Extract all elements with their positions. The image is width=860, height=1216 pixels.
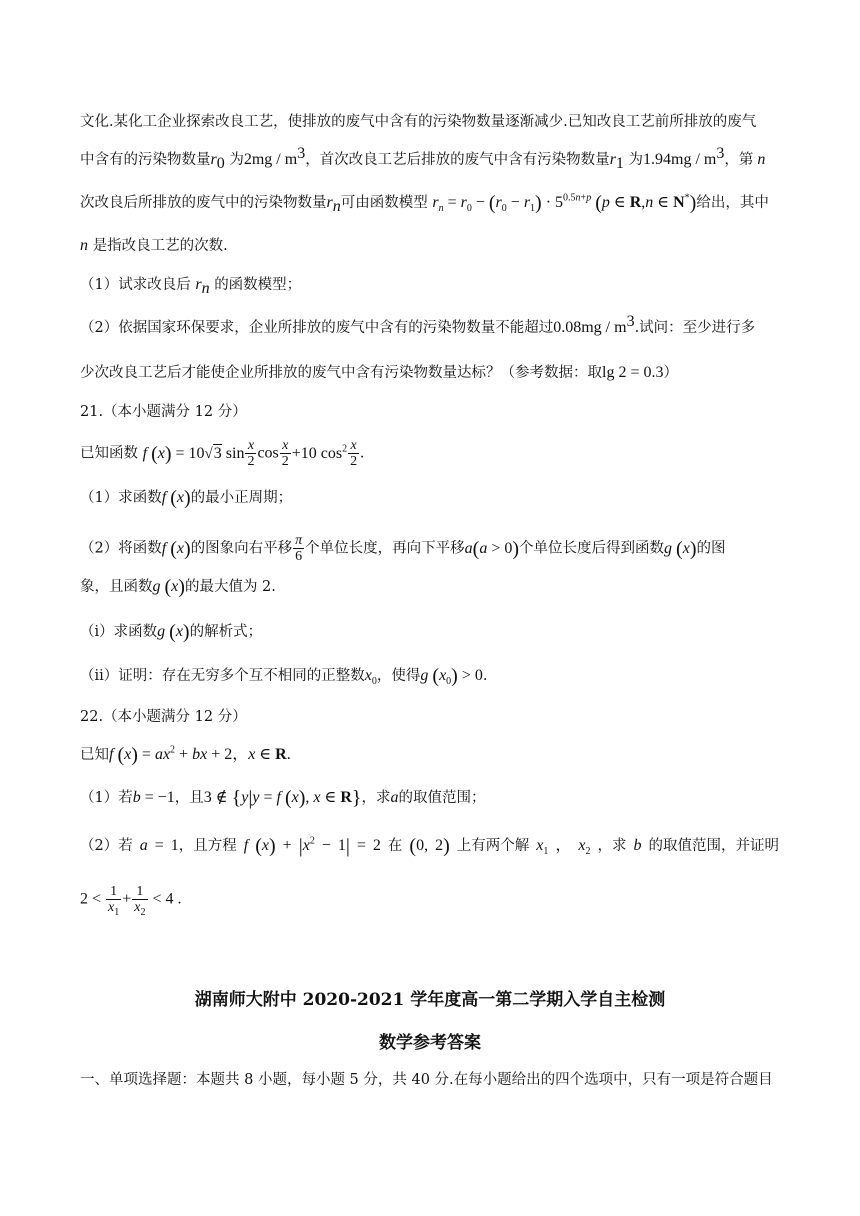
q20-part1: （1）试求改良后 $r_n$ 的函数模型；	[80, 276, 302, 297]
q21-heading: 21.（本小题满分 12 分）	[80, 404, 247, 420]
text: 少次改良工艺后才能使企业所排放的废气中含有污染物数量达标？（参考数据：取	[80, 365, 602, 381]
q22-part2-line2: 2 < $\frac{1}{x_1}$ + $\frac{1}{x_2}$ < 4 .	[80, 884, 182, 918]
text: 次改良后所排放的废气中的污染物数量	[80, 195, 327, 211]
text: 的图	[696, 540, 726, 557]
text: 象，且函数	[80, 579, 153, 595]
text: .试问：至少进行多	[634, 320, 756, 336]
text: ，且方程	[178, 838, 237, 854]
text: 的解析式；	[189, 624, 263, 640]
text: ，且	[174, 790, 204, 806]
q21-part2-line1: （2）将函数f (x)的图象向右平移 $\frac{\pi}{6}$ 个单位长度，再向下平移a(a > 0)个单位长度后得到函数g (x)的图	[80, 533, 726, 564]
text: （2）依据国家环保要求，企业所排放的废气中含有的污染物数量不能超过	[80, 320, 554, 336]
text: 为	[229, 152, 244, 168]
q21-sub-ii: （ii）证明：存在无穷多个互不相同的正整数$x_0$，使得g $(x_0) > 0$.	[80, 665, 488, 688]
text: ，首次改良工艺后排放的废气中含有污染物数量	[305, 152, 610, 168]
text: ，使得	[376, 668, 421, 684]
value-194mg: 1.94mg / m	[643, 151, 717, 168]
q22-statement: 已知f $(x) = ax^2$ + bx + 2，x ∈ R.	[80, 744, 291, 766]
text: （2）将函数	[80, 540, 162, 557]
q22-heading: 22.（本小题满分 12 分）	[80, 709, 247, 725]
text: ）	[663, 365, 678, 381]
text: 中含有的污染物数量	[80, 152, 211, 168]
para-line-4: n 是指改良工艺的次数.	[80, 237, 228, 254]
text: （1）求函数	[80, 490, 162, 506]
text: 个单位长度，再向下平移	[305, 540, 465, 557]
q22-part2-line1: （2）若 a = 1，且方程 f $(x) + |x^2 - 1| = 2$ 在 (0, 2) 上有两个解 $x_1$ ， $x_2$ ，求 b 的取值范围，并证明	[80, 835, 779, 858]
text: ，求	[597, 838, 627, 854]
para-line-1: 文化.某化工企业探索改良工艺，使排放的废气中含有的污染物数量逐渐减少.已知改良工艺前所排放的废气	[80, 114, 757, 130]
text: （i）求函数	[80, 624, 158, 640]
q21-part2-line2: 象，且函数g (x)的最大值为 2.	[80, 576, 276, 598]
q21-part1: （1）求函数f (x)的最小正周期；	[80, 487, 293, 509]
para-line-2: 中含有的污染物数量$r_0$ 为$2mg / m^3$，首次改良工艺后排放的废气中含有污染物数量$r_1$ 为$1.94mg / m^3$，第 n	[80, 145, 766, 172]
q21-sub-i: （i）求函数g (x)的解析式；	[80, 621, 263, 643]
value-2mg: 2mg / m	[243, 151, 298, 168]
text: 的取值范围；	[398, 790, 486, 806]
text: （ii）证明：存在无穷多个互不相同的正整数	[80, 668, 365, 684]
text: 已知	[80, 747, 109, 763]
q22-part1: （1）若b = −1，且3 ∉ {y|y = f (x), x ∈ R}，求a的取值范围；	[80, 787, 486, 809]
text: 给出，其中	[696, 195, 769, 211]
q20-part2-line1: （2）依据国家环保要求，企业所排放的废气中含有的污染物数量不能超过$0.08mg / m^3$.试问：至少进行多	[80, 313, 756, 336]
text: 的最小正周期；	[190, 490, 293, 506]
text: 在	[387, 838, 403, 854]
text: 是指改良工艺的次数.	[92, 238, 228, 254]
section-one-intro: 一、单项选择题：本题共 8 小题，每小题 5 分，共 40 分.在每小题给出的四个选项中，只有一项是符合题目	[80, 1072, 773, 1088]
text: 的取值范围，并证明	[648, 838, 779, 854]
q21-statement: 已知函数 f (x) = 10√3 sin $\frac{x}{2}$ cos $\frac{x}{2}$ +10 $\cos^2$ $\frac{x}{2}$ .	[80, 438, 365, 469]
text: （2）若	[80, 838, 133, 854]
text: 的函数模型；	[214, 277, 302, 293]
answer-subtitle: 数学参考答案	[379, 1033, 481, 1053]
text: 已知函数	[80, 445, 138, 462]
text: 上有两个解	[456, 838, 530, 854]
text: 可由函数模型	[340, 195, 428, 211]
text: ，求	[361, 790, 391, 806]
text: ，第	[724, 152, 754, 168]
text: 的最大值为 2.	[184, 579, 276, 595]
text: 为	[628, 152, 644, 168]
text: （1）若	[80, 790, 133, 806]
value-008mg: 0.08mg / m	[553, 319, 627, 336]
text: 个单位长度后得到函数	[519, 540, 665, 557]
text: 的图象向右平移	[190, 540, 293, 557]
q20-part2-line2	[80, 363, 784, 383]
text: （1）试求改良后	[80, 277, 191, 293]
value-lg2: lg 2 = 0.3	[602, 364, 664, 381]
para-line-3: 次改良后所排放的废气中的污染物数量$r_n$可由函数模型 $r_n = r_0 - (r_0 - r_1) \cdot 5^{0.5n+p}$ (p ∈ R,n ∈ N*)给出，其中	[80, 192, 769, 215]
answer-title: 湖南师大附中 2020-2021 学年度高一第二学期入学自主检测	[194, 990, 666, 1010]
